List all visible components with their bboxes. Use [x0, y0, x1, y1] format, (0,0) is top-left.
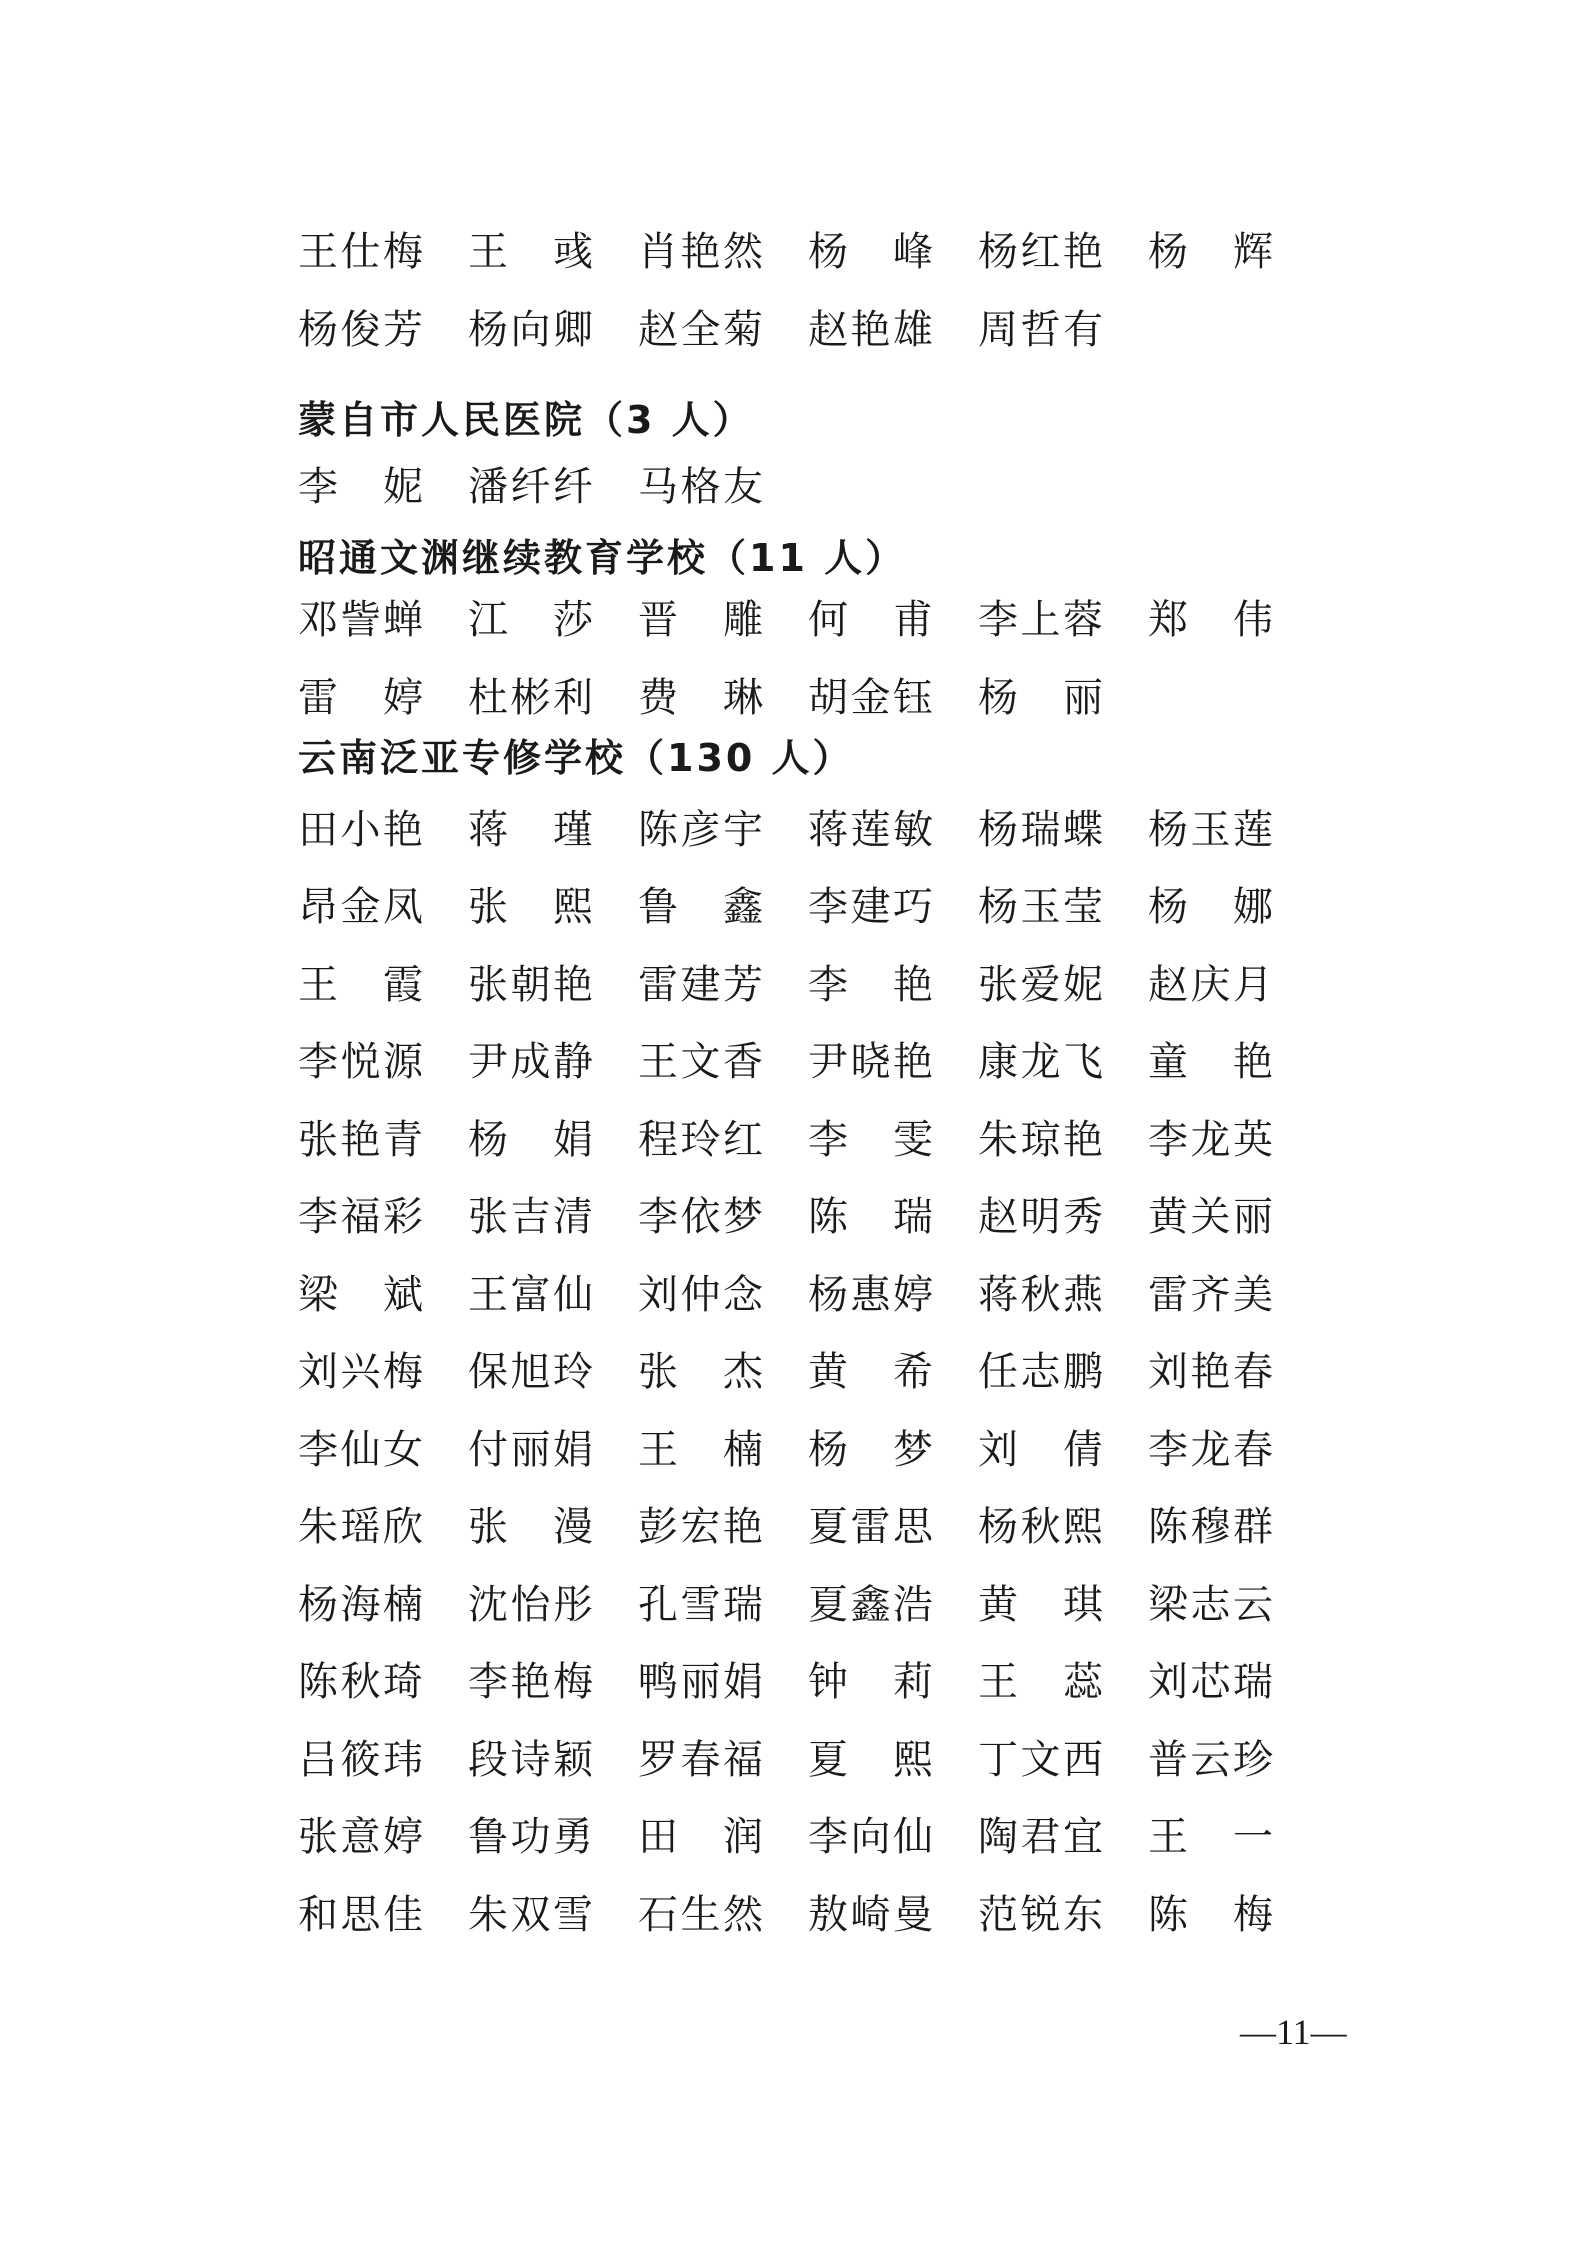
- person-name: 朱 琼 艳: [978, 1117, 1103, 1163]
- person-name: 杨 向 卿: [468, 307, 593, 353]
- person-name: 雷 齐 美: [1148, 1272, 1273, 1318]
- person-name: 李 悦 源: [298, 1039, 423, 1085]
- person-name: 鲁 功 勇: [468, 1814, 593, 1860]
- person-name: 孔 雪 瑞: [638, 1582, 763, 1628]
- person-name: 赵 庆 月: [1148, 962, 1273, 1008]
- person-name: 李 建 巧: [808, 884, 933, 930]
- name-row: [298, 457, 1338, 517]
- section-heading: 昭通文渊继续教育学校（11 人）: [298, 536, 907, 580]
- person-name: 胡 金 钰: [808, 675, 933, 721]
- person-name: 张 爱 妮: [978, 962, 1103, 1008]
- person-name: 费 琳: [638, 675, 763, 721]
- person-name: 杨 梦: [808, 1427, 933, 1473]
- person-name: 田 小 艳: [298, 807, 423, 853]
- person-name: 雷 建 芳: [638, 962, 763, 1008]
- person-name: 黄 希: [808, 1349, 933, 1395]
- person-name: 张 朝 艳: [468, 962, 593, 1008]
- name-row: [298, 1110, 1338, 1170]
- person-name: 张 艳 青: [298, 1117, 423, 1163]
- person-name: 张 熙: [468, 884, 593, 930]
- page-number: —11—: [1240, 2012, 1347, 2052]
- person-name: 杨 丽: [978, 675, 1103, 721]
- person-name: 刘 艳 春: [1148, 1349, 1273, 1395]
- person-name: 朱 瑶 欣: [298, 1504, 423, 1550]
- person-name: 鲁 鑫: [638, 884, 763, 930]
- person-name: 郑 伟: [1148, 597, 1273, 643]
- name-row: [298, 1730, 1338, 1790]
- person-name: 夏 熙: [808, 1737, 933, 1783]
- person-name: 尹 晓 艳: [808, 1039, 933, 1085]
- person-name: 潘 纤 纤: [468, 464, 593, 510]
- person-name: 陈 瑞: [808, 1194, 933, 1240]
- person-name: 张 杰: [638, 1349, 763, 1395]
- person-name: 鸭 丽 娟: [638, 1659, 763, 1705]
- person-name: 杨 瑞 蝶: [978, 807, 1103, 853]
- person-name: 李 雯: [808, 1117, 933, 1163]
- name-row: [298, 1342, 1338, 1402]
- person-name: 周 哲 有: [978, 307, 1103, 353]
- person-name: 和 思 佳: [298, 1892, 423, 1938]
- person-name: 王 蕊: [978, 1659, 1103, 1705]
- person-name: 张 吉 清: [468, 1194, 593, 1240]
- name-row: [298, 1420, 1338, 1480]
- name-row: [298, 877, 1338, 937]
- name-row: [298, 1265, 1338, 1325]
- name-row: [298, 1187, 1338, 1247]
- person-name: 康 龙 飞: [978, 1039, 1103, 1085]
- person-name: 刘 仲 念: [638, 1272, 763, 1318]
- person-name: 肖 艳 然: [638, 229, 763, 275]
- person-name: 李 龙 英: [1148, 1117, 1273, 1163]
- person-name: 夏 雷 思: [808, 1504, 933, 1550]
- person-name: 杨 玉 莲: [1148, 807, 1273, 853]
- person-name: 尹 成 静: [468, 1039, 593, 1085]
- person-name: 普 云 珍: [1148, 1737, 1273, 1783]
- person-name: 夏 鑫 浩: [808, 1582, 933, 1628]
- person-name: 杨 红 艳: [978, 229, 1103, 275]
- person-name: 杨 海 楠: [298, 1582, 423, 1628]
- person-name: 李 福 彩: [298, 1194, 423, 1240]
- person-name: 梁 志 云: [1148, 1582, 1273, 1628]
- person-name: 杨 俊 芳: [298, 307, 423, 353]
- person-name: 张 漫: [468, 1504, 593, 1550]
- person-name: 张 意 婷: [298, 1814, 423, 1860]
- person-name: 李 艳 梅: [468, 1659, 593, 1705]
- person-name: 刘 倩: [978, 1427, 1103, 1473]
- name-row: [298, 1885, 1338, 1945]
- person-name: 敖 崎 曼: [808, 1892, 933, 1938]
- person-name: 李 上 蓉: [978, 597, 1103, 643]
- name-row: [298, 1807, 1338, 1867]
- person-name: 杨 惠 婷: [808, 1272, 933, 1318]
- name-row: [298, 300, 1338, 360]
- person-name: 范 锐 东: [978, 1892, 1103, 1938]
- name-row: [298, 1652, 1338, 1712]
- person-name: 蒋 瑾: [468, 807, 593, 853]
- person-name: 童 艳: [1148, 1039, 1273, 1085]
- name-row: [298, 1575, 1338, 1635]
- person-name: 赵 全 菊: [638, 307, 763, 353]
- person-name: 陈 梅: [1148, 1892, 1273, 1938]
- person-name: 杜 彬 利: [468, 675, 593, 721]
- person-name: 彭 宏 艳: [638, 1504, 763, 1550]
- person-name: 黄 琪: [978, 1582, 1103, 1628]
- person-name: 蒋 秋 燕: [978, 1272, 1103, 1318]
- person-name: 赵 艳 雄: [808, 307, 933, 353]
- person-name: 赵 明 秀: [978, 1194, 1103, 1240]
- name-row: [298, 1497, 1338, 1557]
- person-name: 付 丽 娟: [468, 1427, 593, 1473]
- person-name: 晋 雕: [638, 597, 763, 643]
- person-name: 江 莎: [468, 597, 593, 643]
- person-name: 黄 关 丽: [1148, 1194, 1273, 1240]
- section-heading: 蒙自市人民医院（3 人）: [298, 398, 754, 442]
- person-name: 李 妮: [298, 464, 423, 510]
- person-name: 王 霞: [298, 962, 423, 1008]
- person-name: 李 艳: [808, 962, 933, 1008]
- person-name: 王 楠: [638, 1427, 763, 1473]
- section-heading: 云南泛亚专修学校（130 人）: [298, 736, 854, 780]
- person-name: 王 文 香: [638, 1039, 763, 1085]
- person-name: 陈 秋 琦: [298, 1659, 423, 1705]
- person-name: 沈 怡 彤: [468, 1582, 593, 1628]
- person-name: 田 润: [638, 1814, 763, 1860]
- person-name: 杨 辉: [1148, 229, 1273, 275]
- person-name: 刘 芯 瑞: [1148, 1659, 1273, 1705]
- person-name: 王 富 仙: [468, 1272, 593, 1318]
- person-name: 陈 彦 宇: [638, 807, 763, 853]
- person-name: 段 诗 颖: [468, 1737, 593, 1783]
- person-name: 李 仙 女: [298, 1427, 423, 1473]
- person-name: 王 一: [1148, 1814, 1273, 1860]
- person-name: 朱 双 雪: [468, 1892, 593, 1938]
- person-name: 雷 婷: [298, 675, 423, 721]
- person-name: 邓 訾 蝉: [298, 597, 423, 643]
- person-name: 蒋 莲 敏: [808, 807, 933, 853]
- person-name: 保 旭 玲: [468, 1349, 593, 1395]
- person-name: 刘 兴 梅: [298, 1349, 423, 1395]
- person-name: 何 甫: [808, 597, 933, 643]
- person-name: 王 彧: [468, 229, 593, 275]
- person-name: 李 龙 春: [1148, 1427, 1273, 1473]
- person-name: 梁 斌: [298, 1272, 423, 1318]
- person-name: 李 向 仙: [808, 1814, 933, 1860]
- person-name: 杨 峰: [808, 229, 933, 275]
- name-row: [298, 955, 1338, 1015]
- person-name: 马 格 友: [638, 464, 763, 510]
- person-name: 任 志 鹏: [978, 1349, 1103, 1395]
- person-name: 石 生 然: [638, 1892, 763, 1938]
- person-name: 昂 金 凤: [298, 884, 423, 930]
- person-name: 罗 春 福: [638, 1737, 763, 1783]
- person-name: 钟 莉: [808, 1659, 933, 1705]
- name-row: [298, 590, 1338, 650]
- person-name: 丁 文 西: [978, 1737, 1103, 1783]
- person-name: 杨 娟: [468, 1117, 593, 1163]
- person-name: 李 依 梦: [638, 1194, 763, 1240]
- person-name: 杨 玉 莹: [978, 884, 1103, 930]
- person-name: 王 仕 梅: [298, 229, 423, 275]
- person-name: 吕 筱 玮: [298, 1737, 423, 1783]
- person-name: 杨 秋 熙: [978, 1504, 1103, 1550]
- person-name: 程 玲 红: [638, 1117, 763, 1163]
- name-row: [298, 222, 1338, 282]
- person-name: 陈 穆 群: [1148, 1504, 1273, 1550]
- name-row: [298, 800, 1338, 860]
- name-row: [298, 668, 1338, 728]
- person-name: 杨 娜: [1148, 884, 1273, 930]
- person-name: 陶 君 宜: [978, 1814, 1103, 1860]
- name-row: [298, 1032, 1338, 1092]
